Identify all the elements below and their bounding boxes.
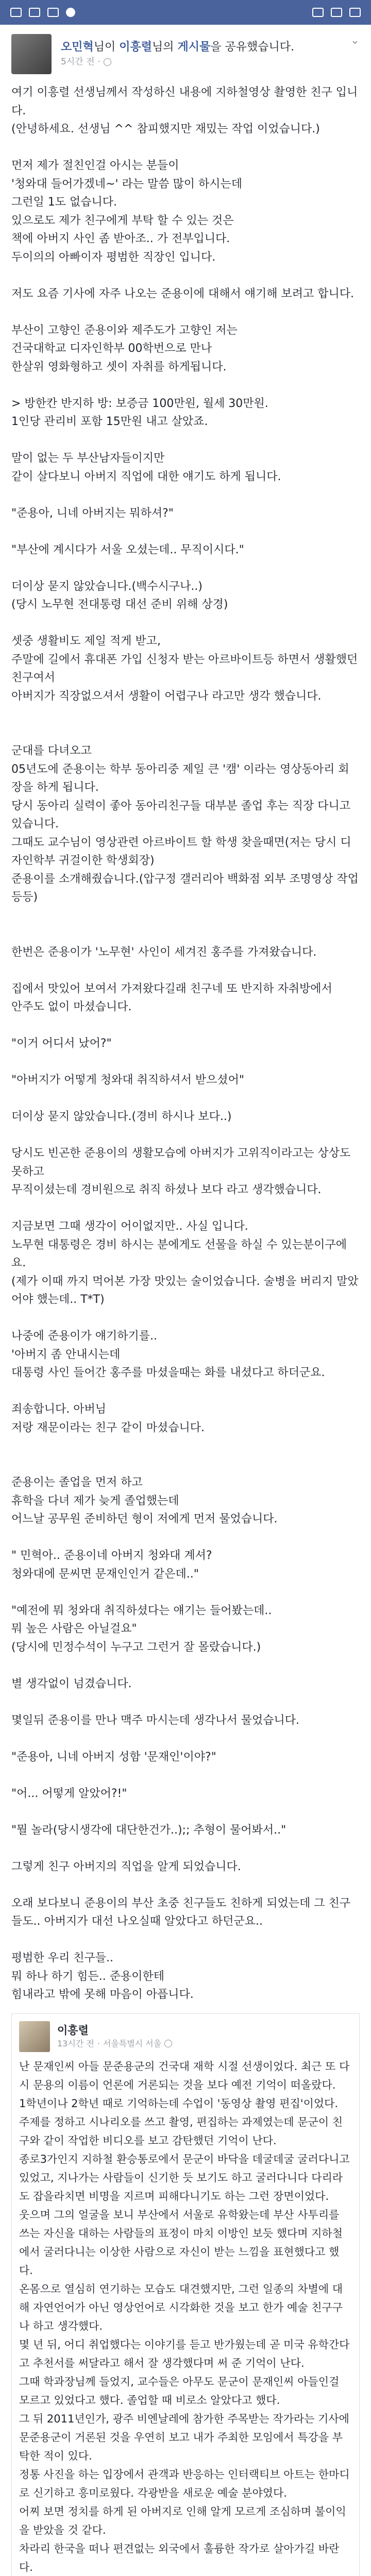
paragraph: 두이의의 아빠이자 평범한 직장인 입니다. <box>11 248 360 267</box>
author-avatar[interactable] <box>11 34 52 74</box>
shared-post-body <box>19 2057 352 2576</box>
post-body <box>0 81 371 2004</box>
paragraph: 주제를 정하고 시나리오를 쓰고 촬영, 편집하는 과제였는데 문군이 친구와 같이 작업한 비디오를 보고 감탄했던 기억이 난다. <box>19 2113 352 2150</box>
paragraph: "어... 어떻게 알았어?!" <box>11 1785 360 1803</box>
wifi-icon <box>312 8 324 17</box>
paragraph: 휴학을 다녀 제가 늦게 졸업했는데 <box>11 1492 360 1511</box>
paragraph <box>11 1309 360 1328</box>
post-link[interactable]: 게시물 <box>178 41 211 54</box>
post-header-text <box>61 40 345 69</box>
paragraph: 별 생각없이 넘겼습니다. <box>11 1675 360 1693</box>
battery-icon <box>349 8 361 17</box>
paragraph: 집에서 맛있어 보여서 가져왔다길래 친구네 또 반지하 자취방에서 <box>11 980 360 998</box>
paragraph: (당시 노무현 전대통령 대선 준비 위해 상경) <box>11 596 360 614</box>
paragraph <box>11 376 360 395</box>
paragraph: 1학년이나 2학년 때로 기억하는데 수업이 '동영상 촬영 편집'이었다. <box>19 2094 352 2113</box>
shared-header-text <box>57 2023 172 2050</box>
paragraph: 한번은 준용이가 '노무현' 사인이 세겨진 홍주를 가져왔습니다. <box>11 943 360 962</box>
signal-icon <box>331 8 342 17</box>
paragraph: 부산이 고향인 준용이와 제주도가 고향인 저는 <box>11 321 360 340</box>
paragraph <box>11 486 360 504</box>
share-tail-text: 을 공유했습니다. <box>210 41 294 54</box>
post-time[interactable]: 5시간 전 <box>61 55 95 69</box>
paragraph: 준용이를 소개해줬습니다.(압구정 갤러리아 백화점 외부 조명영상 작업 등등) <box>11 870 360 907</box>
paragraph: 안주도 없이 마셨습니다. <box>11 998 360 1016</box>
paragraph: 그런일 1도 없습니다. <box>11 193 360 212</box>
target-name[interactable]: 이흥렬 <box>119 41 152 54</box>
paragraph <box>11 1455 360 1474</box>
paragraph: 셋중 생활비도 제일 적게 받고, <box>11 632 360 651</box>
paragraph <box>11 1656 360 1675</box>
paragraph: 무직이셨는데 경비원으로 취직 하셨나 보다 라고 생각했습니다. <box>11 1181 360 1199</box>
paragraph: 그때도 교수님이 영상관련 아르바이트 할 학생 찾을때면(저는 당시 디자인학부 귀걸이한 학생회장) <box>11 834 360 870</box>
paragraph: 군대를 다녀오고 <box>11 742 360 760</box>
paragraph: 뭐 하나 하기 힘든.. 준용이한테 <box>11 1968 360 1986</box>
paragraph: 준용이는 졸업을 먼저 하고 <box>11 1473 360 1492</box>
paragraph: 더이상 묻지 않았습니다.(백수시구나..) <box>11 578 360 596</box>
paragraph: "이거 어디서 났어?" <box>11 1035 360 1053</box>
paragraph <box>11 705 360 724</box>
paragraph: 저도 요즘 기사에 자주 나오는 준용이에 대해서 얘기해 보려고 합니다. <box>11 285 360 303</box>
paragraph: 그 뒤 2011년인가, 광주 비엔날레에 참가한 주목받는 작가라는 기사에 문준용군이 거론된 것을 우연히 보고 내가 주최한 모임에서 특강을 부탁한 적이 있다. <box>19 2410 352 2465</box>
message-icon <box>29 8 40 17</box>
paragraph: "준용아, 니네 아버지 성함 '문재인'이야?" <box>11 1748 360 1767</box>
paragraph: 있으로도 제가 친구에게 부탁 할 수 있는 것은 <box>11 212 360 230</box>
paragraph: 온몸으로 열심히 연기하는 모습도 대견했지만, 그런 일종의 차별에 대해 자연언어가 아닌 영상언어로 시각화한 것을 보고 한가 예술 친구구나 하고 생각했다. <box>19 2280 352 2335</box>
share-middle-text: 님이 <box>94 41 120 54</box>
paragraph: 노무현 대통령은 경비 하시는 분에게도 선물을 하실 수 있는분이구에요. <box>11 1236 360 1273</box>
paragraph: " 민혁아.. 준용이네 아버지 청와대 계셔? <box>11 1547 360 1565</box>
paragraph: 같이 살다보니 아버지 직업에 대한 얘기도 하게 됩니다. <box>11 468 360 486</box>
paragraph <box>11 1766 360 1785</box>
paragraph: 한살위 영화형하고 셋이 자취를 하게됩니다. <box>11 358 360 377</box>
paragraph <box>11 1382 360 1401</box>
paragraph: 그렇게 친구 아버지의 직업을 알게 되었습니다. <box>11 1858 360 1876</box>
paragraph: 웃으며 그의 얼굴을 보니 부산에서 서울로 유학왔는데 부산 사투리를 쓰는 자신을 대하는 사람들의 표정이 마치 이방인 보듯 했다며 지하철에서 굴러다니는 이상한 사람으로 자신이 받는 느낌을 표현했다고 했다. <box>19 2206 352 2280</box>
paragraph <box>11 303 360 321</box>
paragraph <box>11 724 360 742</box>
paragraph <box>11 1199 360 1218</box>
shared-post-meta <box>57 2038 172 2050</box>
paragraph: 당시 동아리 실력이 좋아 동아리친구들 대부분 졸업 후는 직장 다니고 있습니다. <box>11 797 360 834</box>
paragraph: '청와대 들어가겠네~' 라는 말씀 많이 하시는데 <box>11 175 360 194</box>
paragraph: 종로3가인지 지하철 환승통로에서 문군이 바닥을 데굴데굴 굴러다니고 있었고, 지나가는 사람들이 신기한 듯 보기도 하고 굴러다니다 다리라도 잡을라치면 비명을 지르며 피해다니기도 하는 그런 장면이었다. <box>19 2150 352 2206</box>
paragraph: 말이 없는 두 부산남자들이지만 <box>11 449 360 468</box>
paragraph <box>11 1126 360 1145</box>
paragraph: 1인당 관리비 포함 15만원 내고 살았죠. <box>11 413 360 431</box>
paragraph: "뭘 놀라(당시생각에 대단한건가..);; 추형이 물어봐서.." <box>11 1821 360 1840</box>
paragraph: 오래 보다보니 준용이의 부산 초중 친구들도 친하게 되었는데 그 친구들도.. 아버지가 대선 나오실때 알았다고 하던군요.. <box>11 1894 360 1931</box>
paragraph: 책에 아버지 사인 좀 받아조.. 가 전부입니다. <box>11 230 360 248</box>
paragraph: "준용아, 니네 아버지는 뭐하셔?" <box>11 504 360 523</box>
paragraph: "부산에 계시다가 서울 오셨는데.. 무직이시다." <box>11 541 360 560</box>
paragraph: 건국대학교 디자인학부 00학번으로 만나 <box>11 340 360 358</box>
paragraph: 지금보면 그때 생각이 어이없지만.. 사실 입니다. <box>11 1217 360 1236</box>
paragraph: 몇일뒤 준용이를 만나 맥주 마시는데 생각나서 물었습니다. <box>11 1711 360 1730</box>
paragraph <box>11 1053 360 1072</box>
paragraph: 주말에 길에서 휴대폰 가입 신청자 받는 아르바이트등 하면서 생활했던 친구여서 <box>11 651 360 687</box>
status-bar <box>0 0 371 25</box>
paragraph: 죄송합니다. 아버님 <box>11 1400 360 1419</box>
paragraph: 아버지가 직장없으셔서 생활이 어렵구나 라고만 생각 했습니다. <box>11 687 360 706</box>
image-icon <box>47 8 59 17</box>
globe-icon <box>164 2040 172 2047</box>
paragraph: 힘내라고 밖에 못해 마음이 아픕니다. <box>11 1986 360 2004</box>
shared-author-name[interactable]: 이흥렬 <box>57 2023 172 2038</box>
paragraph: 평범한 우리 친구들.. <box>11 1949 360 1968</box>
paragraph: 어찌 보면 정치를 하게 된 아버지로 인해 알게 모르게 조심하며 불이익을 받았을 것 같다. <box>19 2502 352 2539</box>
paragraph: 05년도에 준용이는 학부 동아리중 제일 큰 '캠' 이라는 영상동아리 회장을 하게 됩니다. <box>11 760 360 797</box>
paragraph <box>11 1583 360 1602</box>
paragraph <box>11 522 360 541</box>
paragraph <box>11 1839 360 1858</box>
paragraph: (제가 이때 까지 먹어본 가장 맛있는 술이었습니다. 술병을 버리지 말았어야 했는데.. T*T) <box>11 1273 360 1309</box>
paragraph: 몇 년 뒤, 어디 취업했다는 이야기를 듣고 반가웠는데 곧 미국 유학간다고 추천서를 써달라고 해서 잘 생각했다며 써 준 기억이 난다. <box>19 2335 352 2372</box>
post-header <box>0 25 371 81</box>
paragraph: 더이상 묻지 않았습니다.(경비 하시나 보다..) <box>11 1108 360 1126</box>
paragraph <box>11 1876 360 1894</box>
paragraph <box>11 559 360 578</box>
paragraph: 어느날 공무원 준비하던 형이 저에게 먼저 물었습니다. <box>11 1510 360 1529</box>
paragraph: 청와대에 문씨면 문재인인거 같은데.." <box>11 1565 360 1584</box>
shared-post-time[interactable]: 13시간 전 <box>57 2038 94 2050</box>
paragraph: (안녕하세요. 선생님 ^^ 참피했지만 재밌는 작업 이었습니다.) <box>11 120 360 139</box>
author-name[interactable]: 오민혁 <box>61 41 94 54</box>
paragraph <box>11 1931 360 1950</box>
paragraph: "예전에 뭐 청와대 취직하셨다는 얘기는 들어봤는데.. <box>11 1602 360 1620</box>
paragraph: 당시도 빈곤한 준용이의 생활모습에 아버지가 고위직이라고는 상상도 못하고 <box>11 1144 360 1181</box>
paragraph <box>11 1803 360 1821</box>
paragraph: 먼저 제가 절친인걸 아시는 분들이 <box>11 157 360 175</box>
paragraph <box>11 961 360 980</box>
shared-post-header <box>19 2021 352 2052</box>
shared-author-avatar[interactable] <box>19 2021 50 2052</box>
paragraph: 정통 사진을 하는 입장에서 관객과 반응하는 인터랙티브 아트는 한마디로 신기하고 흥미로웠다. 각광받을 새로운 예술 분야였다. <box>19 2465 352 2502</box>
shared-post-location[interactable]: 서울특별시 서울 <box>103 2038 161 2050</box>
paragraph <box>11 1016 360 1035</box>
paragraph <box>11 925 360 943</box>
paragraph <box>11 1529 360 1547</box>
paragraph <box>11 614 360 633</box>
meta-separator: · <box>97 2038 100 2050</box>
paragraph <box>11 431 360 450</box>
paragraph <box>11 1437 360 1455</box>
shared-post-card[interactable] <box>11 2013 360 2576</box>
meta-separator: · <box>98 55 100 69</box>
paragraph: 저랑 재문이라는 친구 같이 마셨습니다. <box>11 1419 360 1437</box>
paragraph: (당시에 민정수석이 누구고 그런거 잘 몰랐습니다.) <box>11 1638 360 1657</box>
paragraph <box>11 907 360 925</box>
paragraph: 뭐 높은 사람은 아닐걸요" <box>11 1620 360 1638</box>
post-meta <box>61 55 345 69</box>
chevron-down-icon[interactable]: ⌄ <box>350 34 360 47</box>
paragraph: > 방한칸 반지하 방: 보증금 100만원, 월세 30만원. <box>11 395 360 413</box>
facebook-icon <box>10 8 22 17</box>
paragraph <box>11 1090 360 1108</box>
paragraph <box>11 139 360 157</box>
paragraph: 대통령 사인 들어간 홍주를 마셨을때는 화를 내셨다고 하더군요. <box>11 1364 360 1382</box>
target-suffix-text: 님의 <box>152 41 178 54</box>
paragraph: 난 문재인씨 아들 문준용군의 건국대 재학 시절 선생이었다. 최근 또 다시 문용의 이름이 언론에 거론되는 것을 보다 예전 기억이 떠올랐다. <box>19 2057 352 2094</box>
paragraph <box>11 266 360 285</box>
paragraph <box>11 1730 360 1748</box>
paragraph: "아버지가 어떻게 청와대 취직하셔서 받으셨어" <box>11 1071 360 1090</box>
paragraph: 여기 이흥렬 선생님께서 작성하신 내용에 지하철영상 촬영한 친구 입니다. <box>11 83 360 120</box>
paragraph: 차라리 한국을 떠나 편견없는 외국에서 훌륭한 작가로 살아가길 바란다. <box>19 2539 352 2576</box>
globe-icon <box>104 58 111 66</box>
paragraph <box>11 1693 360 1711</box>
notification-icon <box>66 8 75 17</box>
post-share-line <box>61 40 345 55</box>
paragraph: 그때 학과장님께 들었지, 교수들은 아무도 문군이 문재인씨 아들인걸 모르고 있었다고 했다. 졸업할 때 비로소 알았다고 했다. <box>19 2372 352 2410</box>
paragraph: '아버지 좀 안내시는데 <box>11 1346 360 1364</box>
paragraph: 나중에 준용이가 얘기하기를.. <box>11 1327 360 1346</box>
